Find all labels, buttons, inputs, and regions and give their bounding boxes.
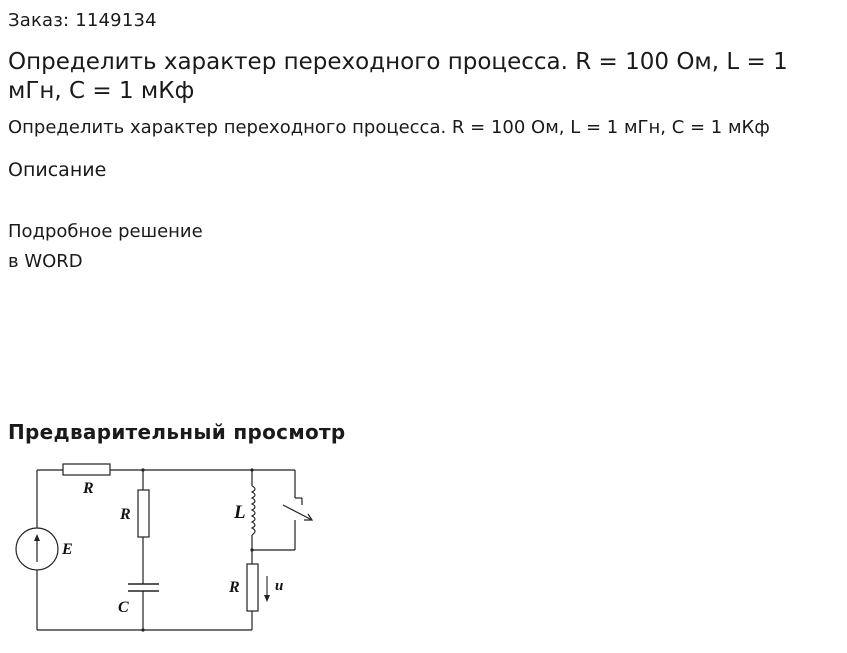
description-heading: Описание (8, 159, 107, 181)
resistor-bottom (247, 564, 258, 611)
label-capacitor: C (118, 599, 129, 616)
inductor (252, 486, 255, 535)
label-inductor: L (234, 502, 246, 523)
resistor-top (63, 464, 110, 475)
label-r-top: R (83, 480, 94, 497)
label-source: E (62, 541, 73, 558)
junction-dots (141, 468, 253, 631)
capacitor (128, 584, 159, 591)
description-line-format: в WORD (8, 251, 83, 272)
label-r-bottom: R (229, 579, 240, 596)
problem-statement: Определить характер переходного процесса. R = 100 Ом, L = 1 мГн, C = 1 мКф (8, 117, 770, 138)
preview-heading: Предварительный просмотр (8, 420, 346, 444)
circuit-diagram (0, 455, 330, 645)
label-r-middle: R (120, 506, 131, 523)
order-number: Заказ: 1149134 (8, 10, 157, 31)
label-current: u (275, 578, 284, 594)
description-line-solution: Подробное решение (8, 221, 203, 242)
switch (283, 498, 312, 520)
page-title: Определить характер переходного процесса. R = 100 Ом, L = 1 мГн, C = 1 мКф (8, 49, 788, 104)
resistor-middle (138, 490, 149, 537)
